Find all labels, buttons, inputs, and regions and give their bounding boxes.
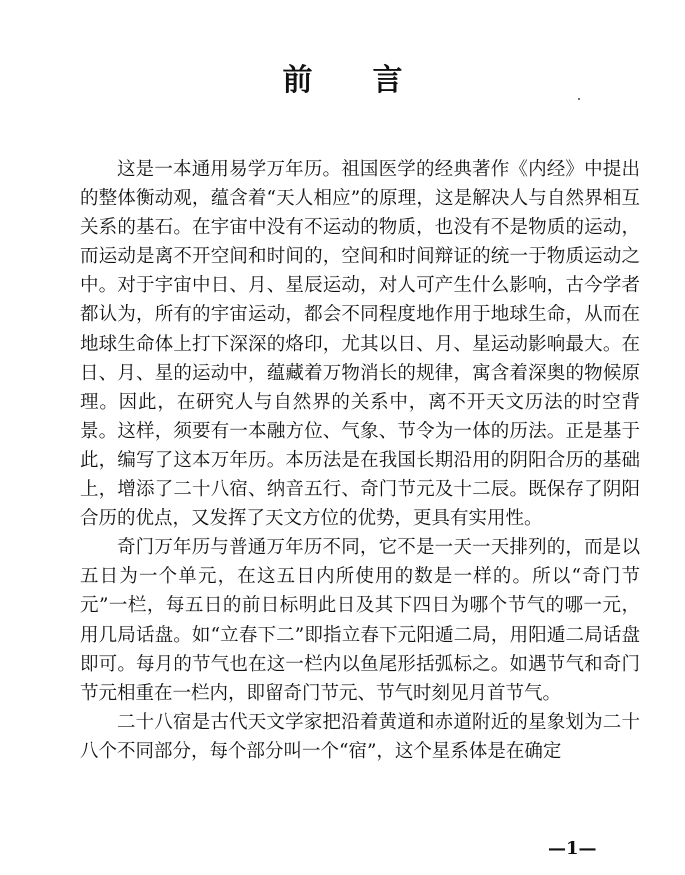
paragraph-3: 二十八宿是古代天文学家把沿着黄道和赤道附近的星象划为二十八个不同部分，每个部分叫一个“宿”，这个星系体是在确定 — [80, 711, 640, 762]
body-text — [80, 155, 640, 766]
scan-speck — [578, 98, 580, 100]
paragraph-2: 奇门万年历与普通万年历不同，它不是一天一天排列的，而是以五日为一个单元，在这五日内所使用的数是一样的。所以“奇门节元”一栏，每五日的前日标明此日及其下四日为哪个节气的哪一元，用几局话盘。如“立春下二”即指立春下元阳遁二局，用阳遁二局话盘即可。每月的节气也在这一栏内以鱼尾形括弧标之。如遇节气和奇门节元相重在一栏内，即留奇门节元、节气时刻见月首节气。 — [80, 537, 640, 704]
page-title: 前 言 — [282, 63, 403, 98]
paragraph-1: 这是一本通用易学万年历。祖国医学的经典著作《内经》中提出的整体衡动观，蕴含着“天人相应”的原理，这是解决人与自然界相互关系的基石。在宇宙中没有不运动的物质，也没有不是物质的运动，而运动是离不开空间和时间的，空间和时间辩证的统一于物质运动之中。对于宇宙中日、月、星辰运动，对人可产生什么影响，古今学者都认为，所有的宇宙运动，都会不同程度地作用于地球生命，从而在地球生命体上打下深深的烙印，尤其以日、月、星运动影响最大。在日、月、星的运动中，蕴藏着万物消长的规律，寓含着深奥的物候原理。因此，在研究人与自然界的关系中，离不开天文历法的时空背景。这样，须要有一本融方位、气象、节令为一体的历法。正是基于此，编写了这本万年历。本历法是在我国长期沿用的阴阳合历的基础上，增添了二十八宿、纳音五行、奇门节元及十二辰。既保存了阴阳合历的优点，又发挥了天文方位的优势，更具有实用性。 — [80, 159, 640, 530]
page-number: —1— — [548, 838, 597, 859]
